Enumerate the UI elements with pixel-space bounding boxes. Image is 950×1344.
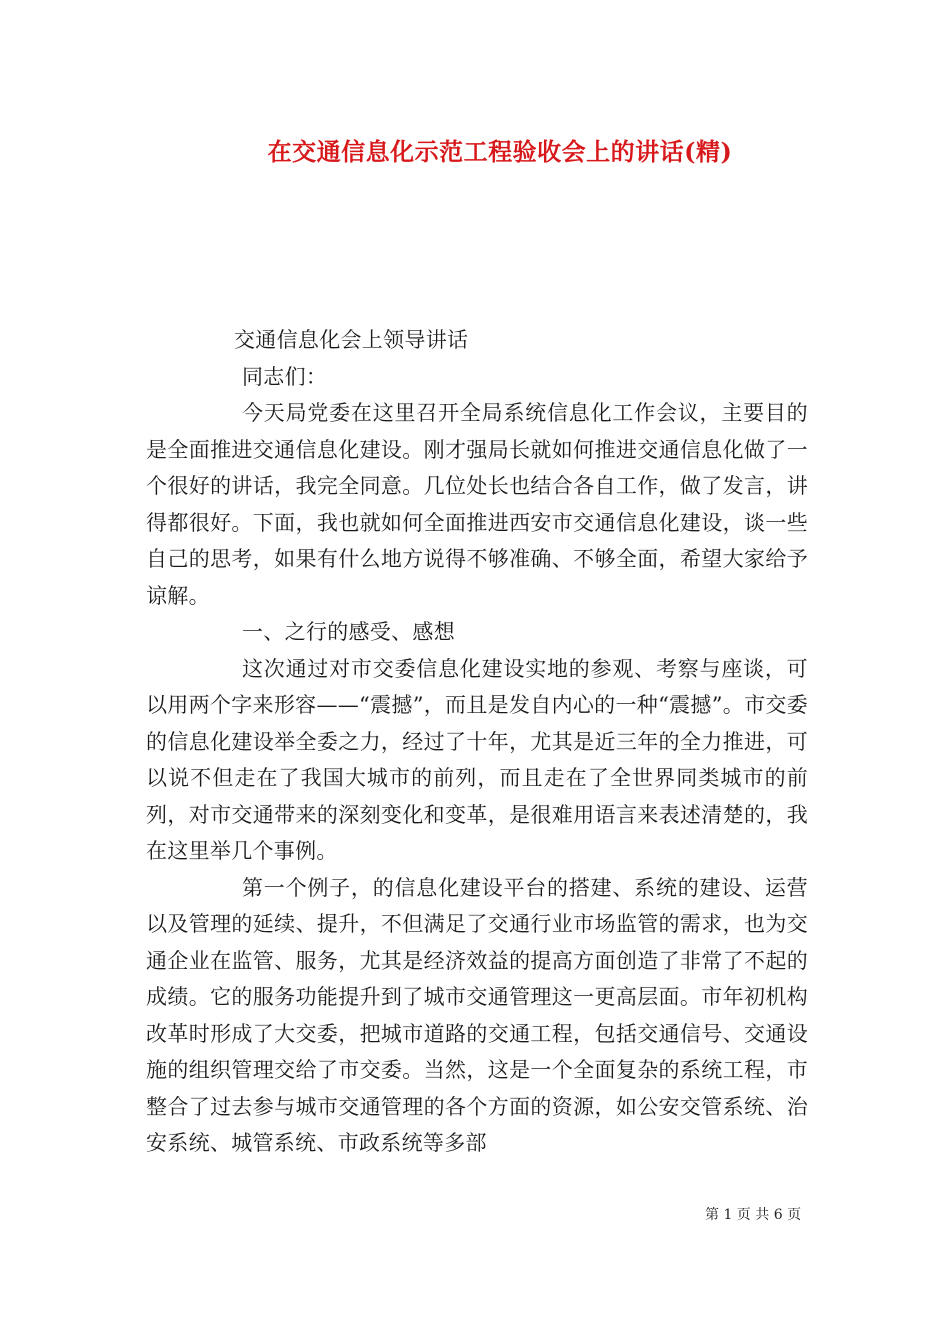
paragraph-intro: 今天局党委在这里召开全局系统信息化工作会议，主要目的是全面推进交通信息化建设。刚才强局长就如何推进交通信息化做了一个很好的讲话，我完全同意。几位处长也结合各自工作，做了发言，讲得都很好。下面，我也就如何全面推进西安市交通信息化建设，谈一些自己的思考，如果有什么地方说得不够准确、不够全面，希望大家给予谅解。 bbox=[146, 401, 808, 608]
paragraph-impression: 这次通过对市交委信息化建设实地的参观、考察与座谈，可以用两个字来形容——“震撼”，而且是发自内心的一种“震撼”。市交委的信息化建设举全委之力，经过了十年，尤其是近三年的全力推进，可以说不但走在了我国大城市的前列，而且走在了全世界同类城市的前列，对市交通带来的深刻变化和变革，是很难用语言来表述清楚的，我在这里举几个事例。 bbox=[146, 656, 808, 863]
paragraph-example-one: 第一个例子，的信息化建设平台的搭建、系统的建设、运营以及管理的延续、提升，不但满足了交通行业市场监管的需求，也为交通企业在监管、服务，尤其是经济效益的提高方面创造了非常了不起的成绩。它的服务功能提升到了城市交通管理这一更高层面。市年初机构改革时形成了大交委，把城市道路的交通工程，包括交通信号、交通设施的组织管理交给了市交委。当然，这是一个全面复杂的系统工程，市整合了过去参与城市交通管理的各个方面的资源，如公安交管系统、治安系统、城管系统、市政系统等多部 bbox=[146, 875, 808, 1155]
section-heading: 一、之行的感受、感想 bbox=[242, 620, 455, 644]
greeting: 同志们： bbox=[242, 364, 328, 389]
document-subtitle: 交通信息化会上领导讲话 bbox=[234, 328, 469, 352]
document-body bbox=[146, 322, 808, 1162]
document-title: 在交通信息化示范工程验收会上的讲话(精) bbox=[267, 137, 733, 166]
page-number: 第 1 页 共 6 页 bbox=[705, 1207, 802, 1223]
